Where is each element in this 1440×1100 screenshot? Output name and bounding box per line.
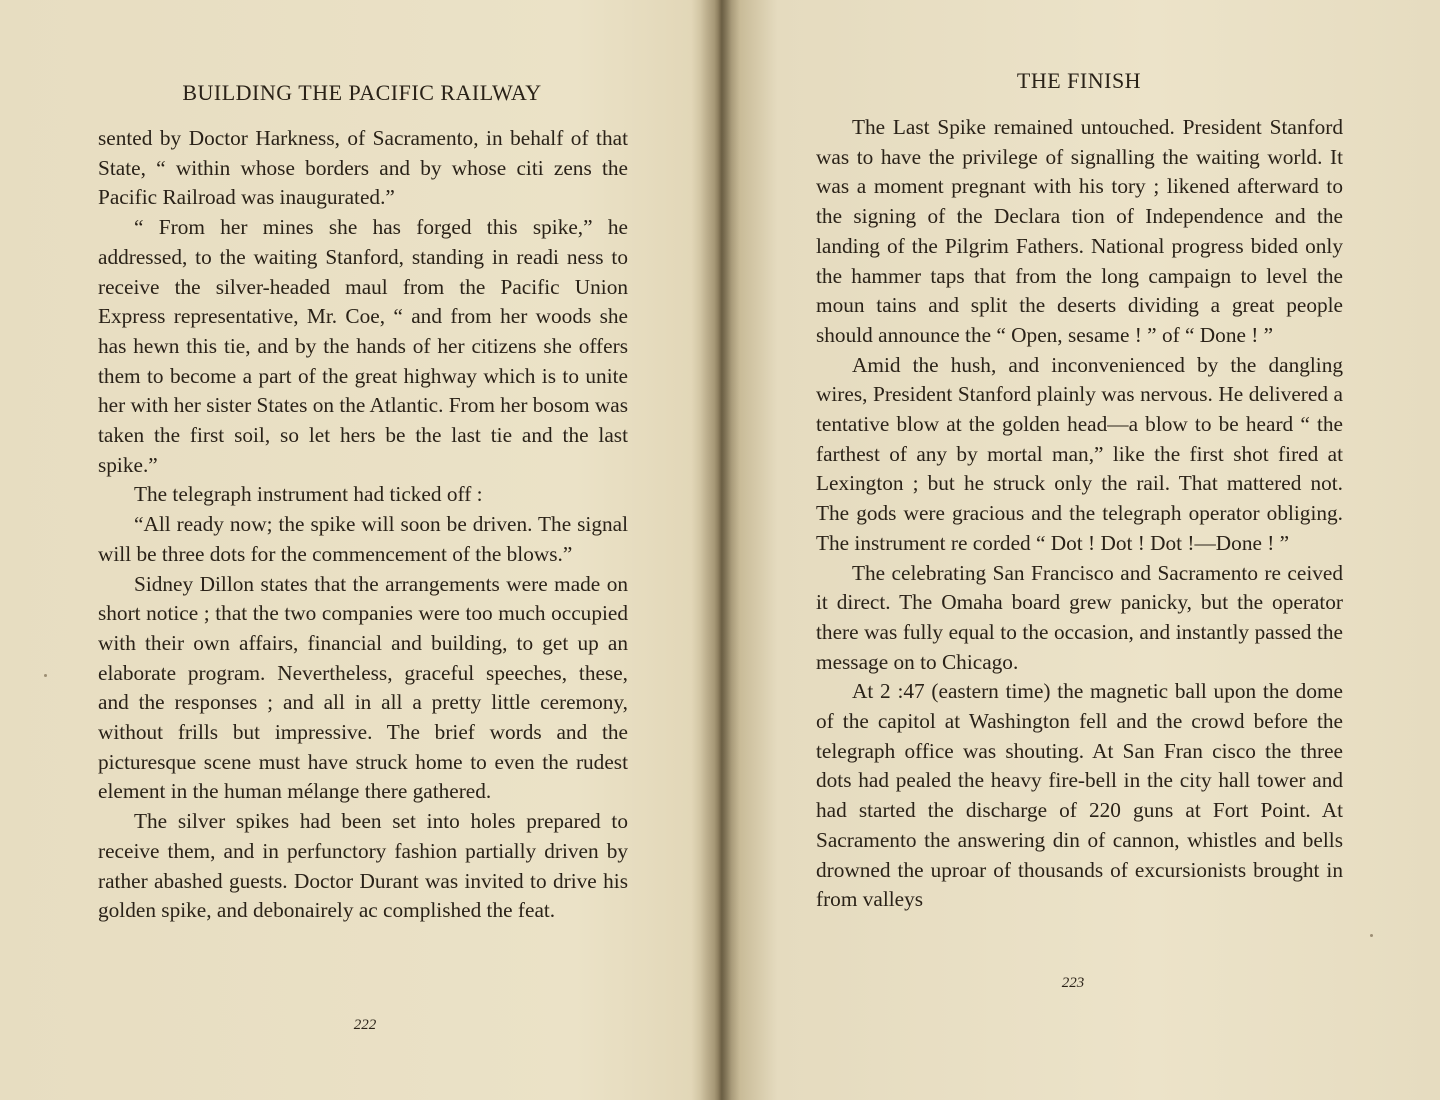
left-paragraph-2: “ From her mines she has forged this spike,” he addressed, to the waiting Stanford, standing in readi ness to receive the silver-headed maul from the Pacific Union Express representative, Mr. Coe, “ and from her woods she has hewn this tie, and by the hands of her citizens she offers them to become a part of the great highway which is to unite her with her sister States on the Atlantic. From her bosom was taken the first soil, so let hers be the last tie and the last spike.” xyxy=(98,215,628,477)
left-paragraph-3: The telegraph instrument had ticked off : xyxy=(134,482,483,507)
right-running-head: THE FINISH xyxy=(1016,68,1142,93)
right-body-text xyxy=(816,113,1343,915)
right-paragraph-1: The Last Spike remained untouched. President Stanford was to have the privilege of signalling the waiting world. It was a moment pregnant with his tory ; likened afterward to the signing of the Declara tion of Independence and the landing of the Pilgrim Fathers. National progress bided only the hammer taps that from the long campaign to level the moun tains and split the deserts dividing a great people should announce the “ Open, sesame ! ” of “ Done ! ” xyxy=(816,115,1343,347)
left-paragraph-5: Sidney Dillon states that the arrangements were made on short notice ; that the two companies were too much occupied with their own affairs, financial and building, to get up an elaborate program. Nevertheless, graceful speeches, these, and the responses ; and all in all a pretty little ceremony, without frills but impressive. The brief words and the picturesque scene must have struck home to even the rudest element in the human mélange there gathered. xyxy=(98,571,628,804)
left-body-text xyxy=(98,124,628,926)
left-paragraph-6: The silver spikes had been set into holes prepared to receive them, and in perfunctory fashion partially driven by rather abashed guests. Doctor Durant was invited to drive his golden spike, and debonairely ac complished the feat. xyxy=(98,809,628,923)
right-paragraph-4: At 2 :47 (eastern time) the magnetic ball upon the dome of the capitol at Washington fell and the crowd before the telegraph office was shouting. At San Fran cisco the three dots had pealed the heavy fire-bell in the city hall tower and had started the discharge of 220 guns at Fort Point. At Sacramento the answering din of cannon, whistles and bells drowned the uproar of thousands of excursionists brought in from valleys xyxy=(816,679,1343,912)
right-page-number: 223 xyxy=(1061,975,1085,991)
left-running-head: BUILDING THE PACIFIC RAILWAY xyxy=(182,80,542,105)
paper-speck xyxy=(44,674,47,677)
left-paragraph-1: sented by Doctor Harkness, of Sacramento, in behalf of that State, “ within whose borders and by whose citi zens the Pacific Railroad was inaugurated.” xyxy=(98,126,628,210)
paper-speck xyxy=(1370,934,1373,937)
right-paragraph-2: Amid the hush, and inconvenienced by the dangling wires, President Stanford plainly was nervous. He delivered a tentative blow at the golden head—a blow to be heard “ the farthest of any by mortal man,” like the first shot fired at Lexington ; but he struck only the rail. That mattered not. The gods were gracious and the telegraph operator obliging. The instrument re corded “ Dot ! Dot ! Dot !—Done ! ” xyxy=(816,352,1343,555)
right-paragraph-3: The celebrating San Francisco and Sacramento re ceived it direct. The Omaha board grew panicky, but the operator there was fully equal to the occasion, and instantly passed the message on to Chicago. xyxy=(816,560,1343,674)
right-page xyxy=(728,0,1440,1100)
left-paragraph-4: “All ready now; the spike will soon be driven. The signal will be three dots for the commencement of the blows.” xyxy=(98,512,628,566)
left-page-number: 222 xyxy=(353,1017,377,1033)
